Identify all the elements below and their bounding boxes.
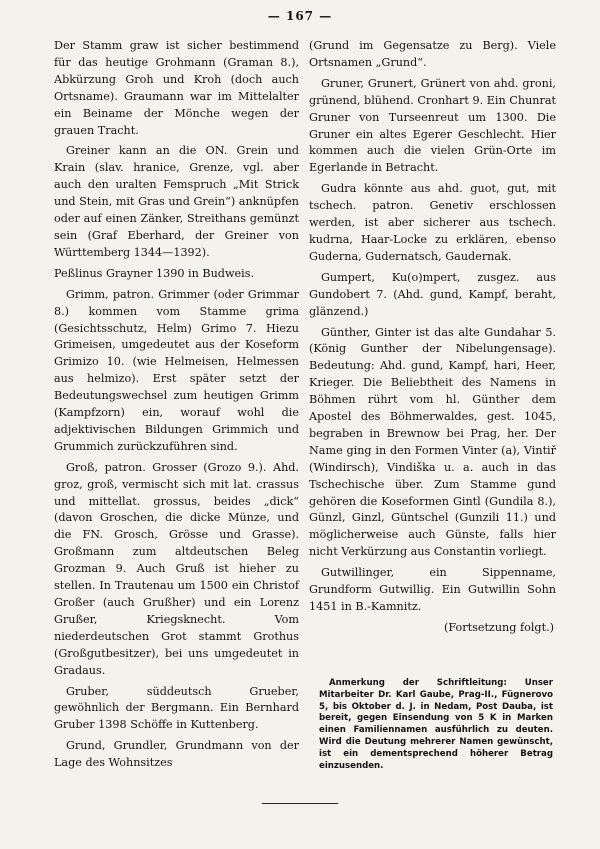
right-column: [309, 38, 556, 641]
paragraph-gruber: Gruber, süddeutsch Grueber, gewöhnlich der Bergmann. Ein Bernhard Gruber 1398 Schöffe in Kuttenberg.: [54, 684, 299, 732]
paragraph-grimm: Grimm, patron. Grimmer (oder Grimmar 8.) kommen vom Stamme grima (Gesichtsschutz, Helm) Grimo 7. Hiezu Grimeisen, umgedeutet aus der Koseform Grimizo 10. (wie Helmeisen, Helmessen aus helmizo). Erst später setzt der Bedeutungswechsel zum heutigen Grimm (Kampfzorn) ein, worauf wohl die adjektivischen Bildungen Grimmich und Grummich zurückzuführen sind.: [54, 287, 299, 453]
paragraph-grund: Grund, Grundler, Grundmann von der Lage des Wohnsitzes: [54, 739, 299, 770]
paragraph-grohmann: Der Stamm graw ist sicher bestimmend für das heutige Grohmann (Graman 8.), Abkürzung Groh und Kroh (doch auch Ortsname). Graumann war im Mittelalter ein Beiname der Mönche wegen der grauen Tracht.: [54, 39, 299, 137]
paragraph-grund-continued: (Grund im Gegensatze zu Berg). Viele Ortsnamen „Grund“.: [309, 39, 556, 69]
left-column: [54, 38, 299, 776]
bottom-divider: [262, 803, 338, 804]
editorial-note-text: Anmerkung der Schriftleitung: Unser Mitarbeiter Dr. Karl Gaube, Prag-II., Fügnerovo 5, bis Oktober d. J. in Nedam, Post Dauba, ist bereit, gegen Einsendung von 5 K in Marken einen Familiennamen ausführlich zu deuten. Wird die Deutung mehrerer Namen gewünscht, ist ein dementsprechend höherer Betrag einzusenden.: [319, 678, 553, 771]
paragraph-gudra: Gudra könnte aus ahd. guot, gut, mit tschech. patron. Genetiv erschlossen werden, ist aber sicherer aus tschech. kudrna, Haar-Locke zu erklären, ebenso Guderna, Gudernatsch, Gaudernak.: [309, 182, 556, 263]
continued-label: (Fortsetzung folgt.): [443, 620, 554, 634]
editorial-note: [319, 678, 553, 772]
paragraph-guenther: Günther, Ginter ist das alte Gundahar 5. (König Gunther der Nibelungensage). Bedeutung: Ahd. gund, Kampf, hari, Heer, Krieger. Die Beliebtheit des Namens in Böhmen rührt vom hl. Günther dem Apostel des Böhmerwaldes, gest. 1045, begraben in Brewnow bei Prag, her. Der Name ging in den Formen Vinter (a), Vintiř (Windirsch), Vindiška u. a. auch in das Tschechische über. Zum Stamme gund gehören die Koseformen Gintl (Gundila 8.), Günzl, Ginzl, Güntschel (Gunzili 11.) und möglicherweise auch Günste, falls hier nicht Verkürzung aus Constantin vorliegt.: [309, 325, 556, 559]
page-number: — 167 —: [267, 9, 333, 23]
paragraph-greiner: Greiner kann an die ON. Grein und Krain (slav. hranice, Grenze, vgl. aber auch den uralten Femspruch „Mit Strick und Stein, mit Gras und Grein“) anknüpfen oder auf einen Zänker, Streithans gemünzt sein (Graf Eberhard, der Greiner von Württemberg 1344—1392).: [54, 144, 299, 259]
paragraph-gumpert: Gumpert, Ku(o)mpert, zusgez. aus Gundobert 7. (Ahd. gund, Kampf, beraht, glänzend.): [309, 270, 556, 318]
paragraph-gruner: Gruner, Grunert, Grünert von ahd. groni, grünend, blühend. Cronhart 9. Ein Chunrat Gruner von Turseenreut um 1300. Die Gruner ein altes Egerer Geschlecht. Hier kommen auch die vielen Grün-Orte im Egerlande in Betracht.: [309, 76, 556, 175]
paragraph-gross: Groß, patron. Grosser (Grozo 9.). Ahd. groz, groß, vermischt sich mit lat. crassus und mittellat. grossus, beides „dick“ (davon Groschen, die dicke Münze, und die FN. Grosch, Grösse und Grasse). Großmann zum altdeutschen Beleg Grozman 9. Auch Gruß ist hieher zu stellen. In Trautenau um 1500 ein Christof Großer (auch Grußher) und ein Lorenz Grußer, Kriegsknecht. Vom niederdeutschen Grot stammt Grothus (Großgutbesitzer), bei uns umgedeutet in Gradaus.: [54, 460, 299, 677]
paragraph-gutwillinger: Gutwillinger, ein Sippenname, Grundform Gutwillig. Ein Gutwillin Sohn 1451 in B.-Kamnitz.: [309, 566, 556, 613]
paragraph-grayner: Peßlinus Grayner 1390 in Budweis.: [54, 266, 255, 280]
